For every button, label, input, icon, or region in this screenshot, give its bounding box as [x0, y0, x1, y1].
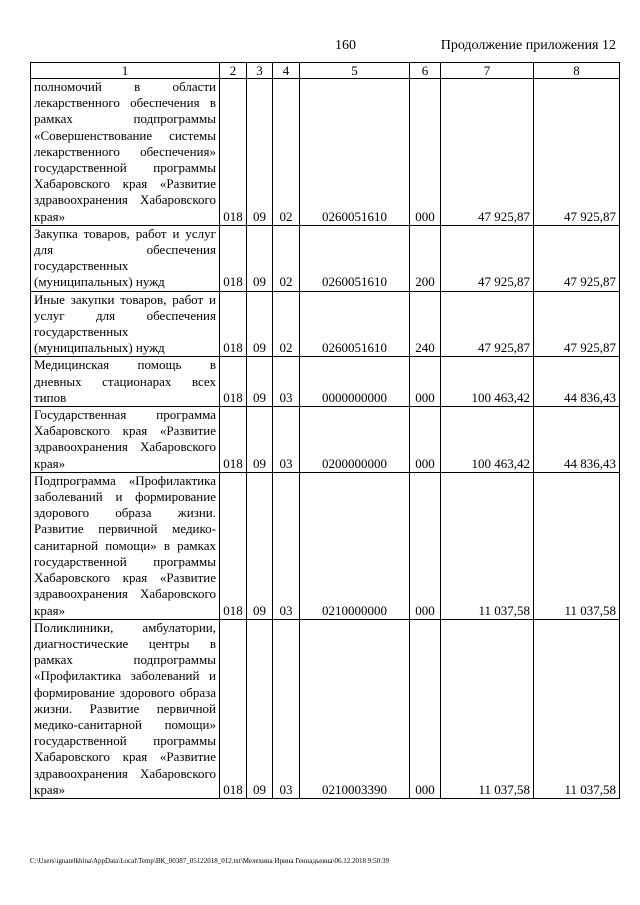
row-description: Медицинская помощь в дневных стационарах всех типов — [31, 357, 220, 407]
header-col-4: 4 — [273, 63, 300, 79]
row-amount-1: 47 925,87 — [441, 79, 534, 226]
row-description: полномочий в области лекарственного обеспечения в рамках подпрограммы «Совершенствование системы лекарственного обеспечения» государственной программы Хабаровского края «Развитие здравоохранения Хабаровского края» — [31, 79, 220, 226]
table-row — [31, 407, 620, 473]
row-expense-type-code: 240 — [410, 291, 441, 357]
row-target-article-code: 0210003390 — [300, 619, 410, 798]
header-col-3: 3 — [247, 63, 273, 79]
row-expense-type-code: 000 — [410, 79, 441, 226]
table-row — [31, 291, 620, 357]
row-ministry-code: 018 — [220, 472, 247, 619]
row-subsection-code: 02 — [273, 225, 300, 291]
row-ministry-code: 018 — [220, 619, 247, 798]
row-subsection-code: 03 — [273, 472, 300, 619]
table-body — [31, 79, 620, 799]
row-amount-2: 47 925,87 — [534, 225, 620, 291]
row-target-article-code: 0200000000 — [300, 407, 410, 473]
row-section-code: 09 — [247, 225, 273, 291]
row-amount-1: 47 925,87 — [441, 291, 534, 357]
table-row — [31, 472, 620, 619]
row-amount-2: 44 836,43 — [534, 357, 620, 407]
row-ministry-code: 018 — [220, 225, 247, 291]
row-amount-1: 11 037,58 — [441, 472, 534, 619]
row-description: Государственная программа Хабаровского края «Развитие здравоохранения Хабаровского края» — [31, 407, 220, 473]
row-section-code: 09 — [247, 472, 273, 619]
row-target-article-code: 0000000000 — [300, 357, 410, 407]
row-ministry-code: 018 — [220, 79, 247, 226]
table-row — [31, 357, 620, 407]
row-section-code: 09 — [247, 407, 273, 473]
header-col-8: 8 — [534, 63, 620, 79]
row-target-article-code: 0260051610 — [300, 291, 410, 357]
header-row — [31, 63, 620, 79]
row-amount-2: 11 037,58 — [534, 619, 620, 798]
row-ministry-code: 018 — [220, 291, 247, 357]
row-amount-2: 44 836,43 — [534, 407, 620, 473]
row-description: Подпрограмма «Профилактика заболеваний и формирование здорового образа жизни. Развитие первичной медико-санитарной помощи» в рамках государственной программы Хабаровского края «Развитие здравоохранения Хабаровского края» — [31, 472, 220, 619]
row-expense-type-code: 200 — [410, 225, 441, 291]
row-target-article-code: 0210000000 — [300, 472, 410, 619]
row-amount-1: 100 463,42 — [441, 407, 534, 473]
row-amount-2: 11 037,58 — [534, 472, 620, 619]
row-section-code: 09 — [247, 79, 273, 226]
row-description: Поликлиники, амбулатории, диагностические центры в рамках подпрограммы «Профилактика заболеваний и формирование здорового образа жизни. Развитие первичной медико-санитарной помощи» государственной программы Хабаровского края «Развитие здравоохранения Хабаровского края» — [31, 619, 220, 798]
row-amount-1: 47 925,87 — [441, 225, 534, 291]
row-target-article-code: 0260051610 — [300, 225, 410, 291]
header-col-2: 2 — [220, 63, 247, 79]
row-expense-type-code: 000 — [410, 619, 441, 798]
footer-path: C:\Users\ignatelkhina\AppData\Local\Temp\ВК_00387_05122018_012.txt\Мелехина Ирина Геннадьевна\06.12.2018 9:50:39 — [30, 857, 390, 865]
budget-table — [30, 62, 620, 799]
header-col-7: 7 — [441, 63, 534, 79]
page-number: 160 — [335, 38, 356, 53]
header-col-5: 5 — [300, 63, 410, 79]
table-row — [31, 225, 620, 291]
row-amount-1: 11 037,58 — [441, 619, 534, 798]
row-subsection-code: 02 — [273, 79, 300, 226]
row-expense-type-code: 000 — [410, 407, 441, 473]
row-expense-type-code: 000 — [410, 472, 441, 619]
row-section-code: 09 — [247, 291, 273, 357]
row-subsection-code: 02 — [273, 291, 300, 357]
table-row — [31, 619, 620, 798]
row-description: Иные закупки товаров, работ и услуг для обеспечения государственных (муниципальных) нужд — [31, 291, 220, 357]
row-expense-type-code: 000 — [410, 357, 441, 407]
row-amount-2: 47 925,87 — [534, 79, 620, 226]
row-subsection-code: 03 — [273, 619, 300, 798]
table-row — [31, 79, 620, 226]
row-amount-1: 100 463,42 — [441, 357, 534, 407]
row-ministry-code: 018 — [220, 407, 247, 473]
row-section-code: 09 — [247, 619, 273, 798]
header-col-6: 6 — [410, 63, 441, 79]
continuation-label: Продолжение приложения 12 — [440, 38, 616, 53]
header-col-1: 1 — [31, 63, 220, 79]
row-section-code: 09 — [247, 357, 273, 407]
row-subsection-code: 03 — [273, 357, 300, 407]
row-amount-2: 47 925,87 — [534, 291, 620, 357]
row-subsection-code: 03 — [273, 407, 300, 473]
row-ministry-code: 018 — [220, 357, 247, 407]
row-target-article-code: 0260051610 — [300, 79, 410, 226]
row-description: Закупка товаров, работ и услуг для обеспечения государственных (муниципальных) нужд — [31, 225, 220, 291]
